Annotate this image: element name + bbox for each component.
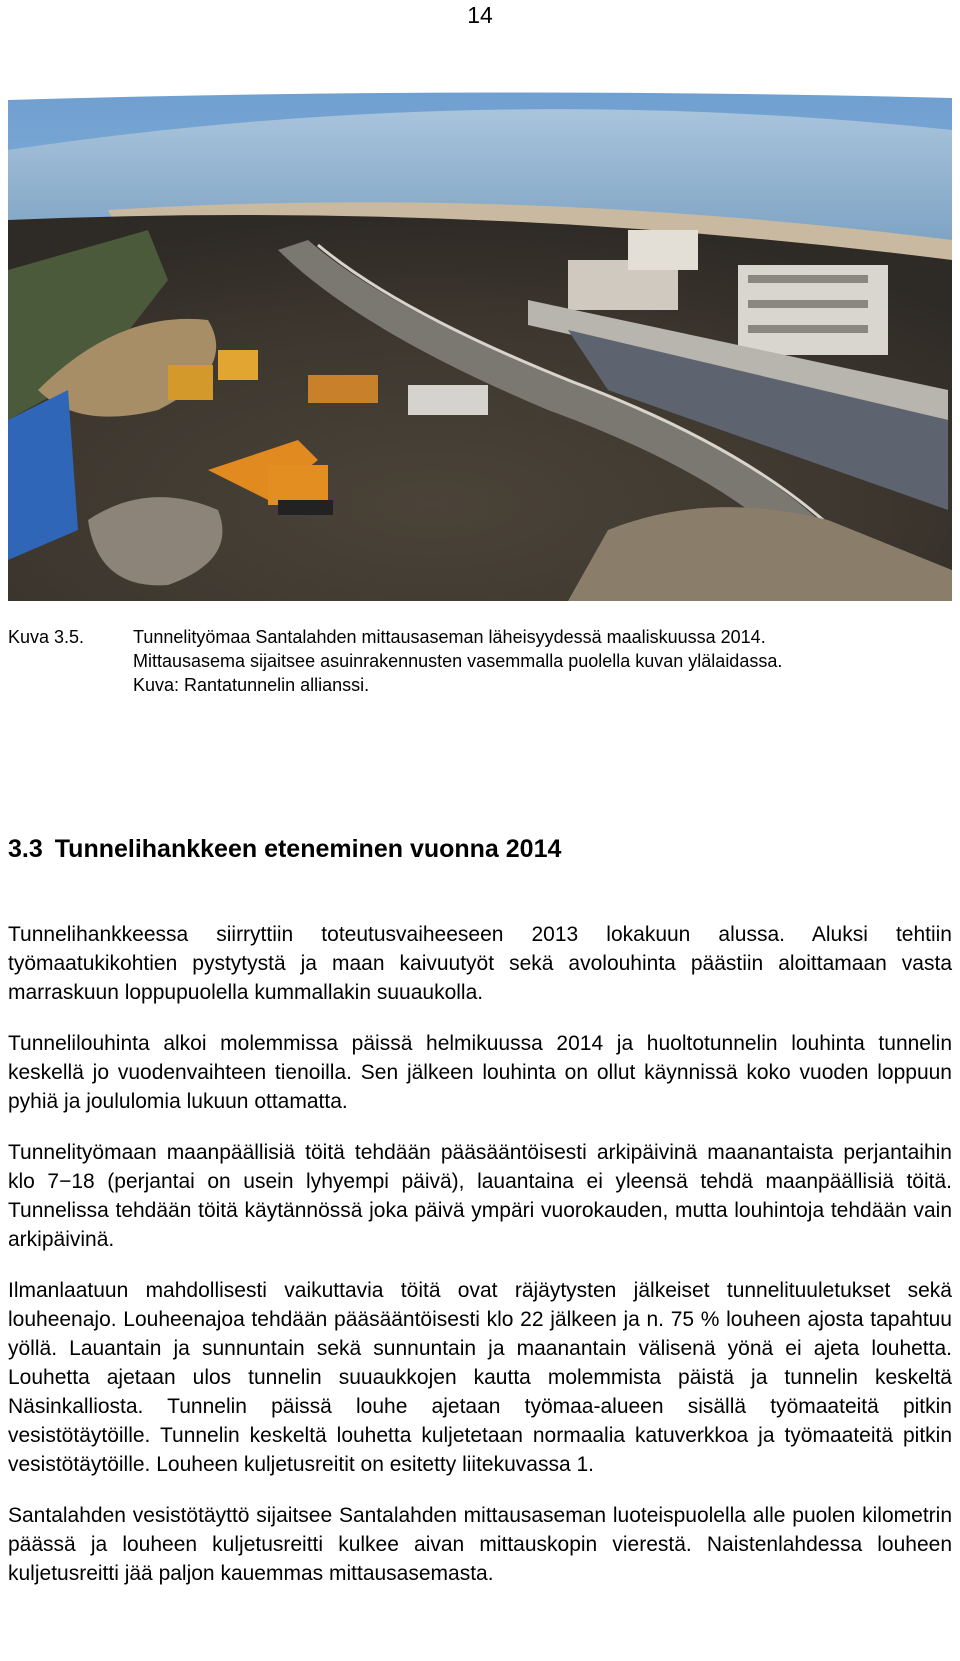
paragraph: Ilmanlaatuun mahdollisesti vaikuttavia töitä ovat räjäytysten jälkeiset tunnelituuletukset sekä louheenajo. Louheenajoa tehdään pääsääntöisesti klo 22 jälkeen ja n. 75 % louheen ajosta tapahtuu yöllä. Lauantain ja sunnuntain sekä sunnuntain ja maanantain välisenä yönä ei ajeta louhetta. Louhetta ajetaan ulos tunnelin suuaukkojen kautta molemmista päistä ja tunnelin keskeltä Näsinkalliosta. Tunnelin päissä louhe ajetaan työmaa-alueen sisällä työmaateitä pitkin vesistötäytöille. Tunnelin keskeltä louhetta kuljetetaan normaalia katuverkkoa ja työmaateitä pitkin vesistötäytöille. Louheen kuljetusreitit on esitetty liitekuvassa 1.	[8, 1279, 952, 1476]
section-title: Tunnelihankkeen eteneminen vuonna 2014	[54, 835, 562, 863]
paragraph: Tunnelityömaan maanpäällisiä töitä tehdään pääsääntöisesti arkipäivinä maanantaista perjantaihin klo 7−18 (perjantai on usein lyhyempi päivä), lauantaina ei yleensä tehdä maanpäällisiä töitä. Tunnelissa tehdään töitä käytännössä joka päivä ympäri vuorokauden, mutta louhintoja tehdään vain arkipäivinä.	[8, 1141, 952, 1251]
caption-line: Mittausasema sijaitsee asuinrakennusten vasemmalla puolella kuvan ylälaidassa.	[133, 651, 783, 671]
figure-label: Kuva 3.5.	[8, 627, 85, 647]
construction-site-aerial-photo	[8, 90, 952, 601]
paragraph: Tunnelilouhinta alkoi molemmissa päissä helmikuussa 2014 ja huoltotunnelin louhinta tunnelin keskellä jo vuodenvaihteen tienoilla. Sen jälkeen louhinta on ollut käynnissä koko vuoden loppuun pyhiä ja joululomia lukuun ottamatta.	[8, 1032, 952, 1113]
paragraph: Santalahden vesistötäyttö sijaitsee Santalahden mittausaseman luoteispuolella alle puolen kilometrin päässä ja louheen kuljetusreitti kulkee aivan mittauskopin vierestä. Naistenlahdessa louheen kuljetusreitti jää paljon kauemmas mittausasemasta.	[8, 1504, 952, 1585]
section-heading	[8, 835, 561, 864]
page-number: 14	[467, 2, 493, 28]
section-number: 3.3	[8, 835, 43, 863]
body-text	[8, 920, 952, 1610]
paragraph: Tunnelihankkeessa siirryttiin toteutusvaiheeseen 2013 lokakuun alussa. Aluksi tehtiin työmaatukikohtien pystytystä ja maan kaivuutyöt sekä avolouhinta päästiin aloittamaan vasta marraskuun loppupuolella kummallakin suuaukolla.	[8, 923, 952, 1004]
caption-text	[133, 625, 952, 697]
caption-line: Kuva: Rantatunnelin allianssi.	[133, 675, 370, 695]
caption-line: Tunnelityömaa Santalahden mittausaseman läheisyydessä maaliskuussa 2014.	[133, 627, 766, 647]
